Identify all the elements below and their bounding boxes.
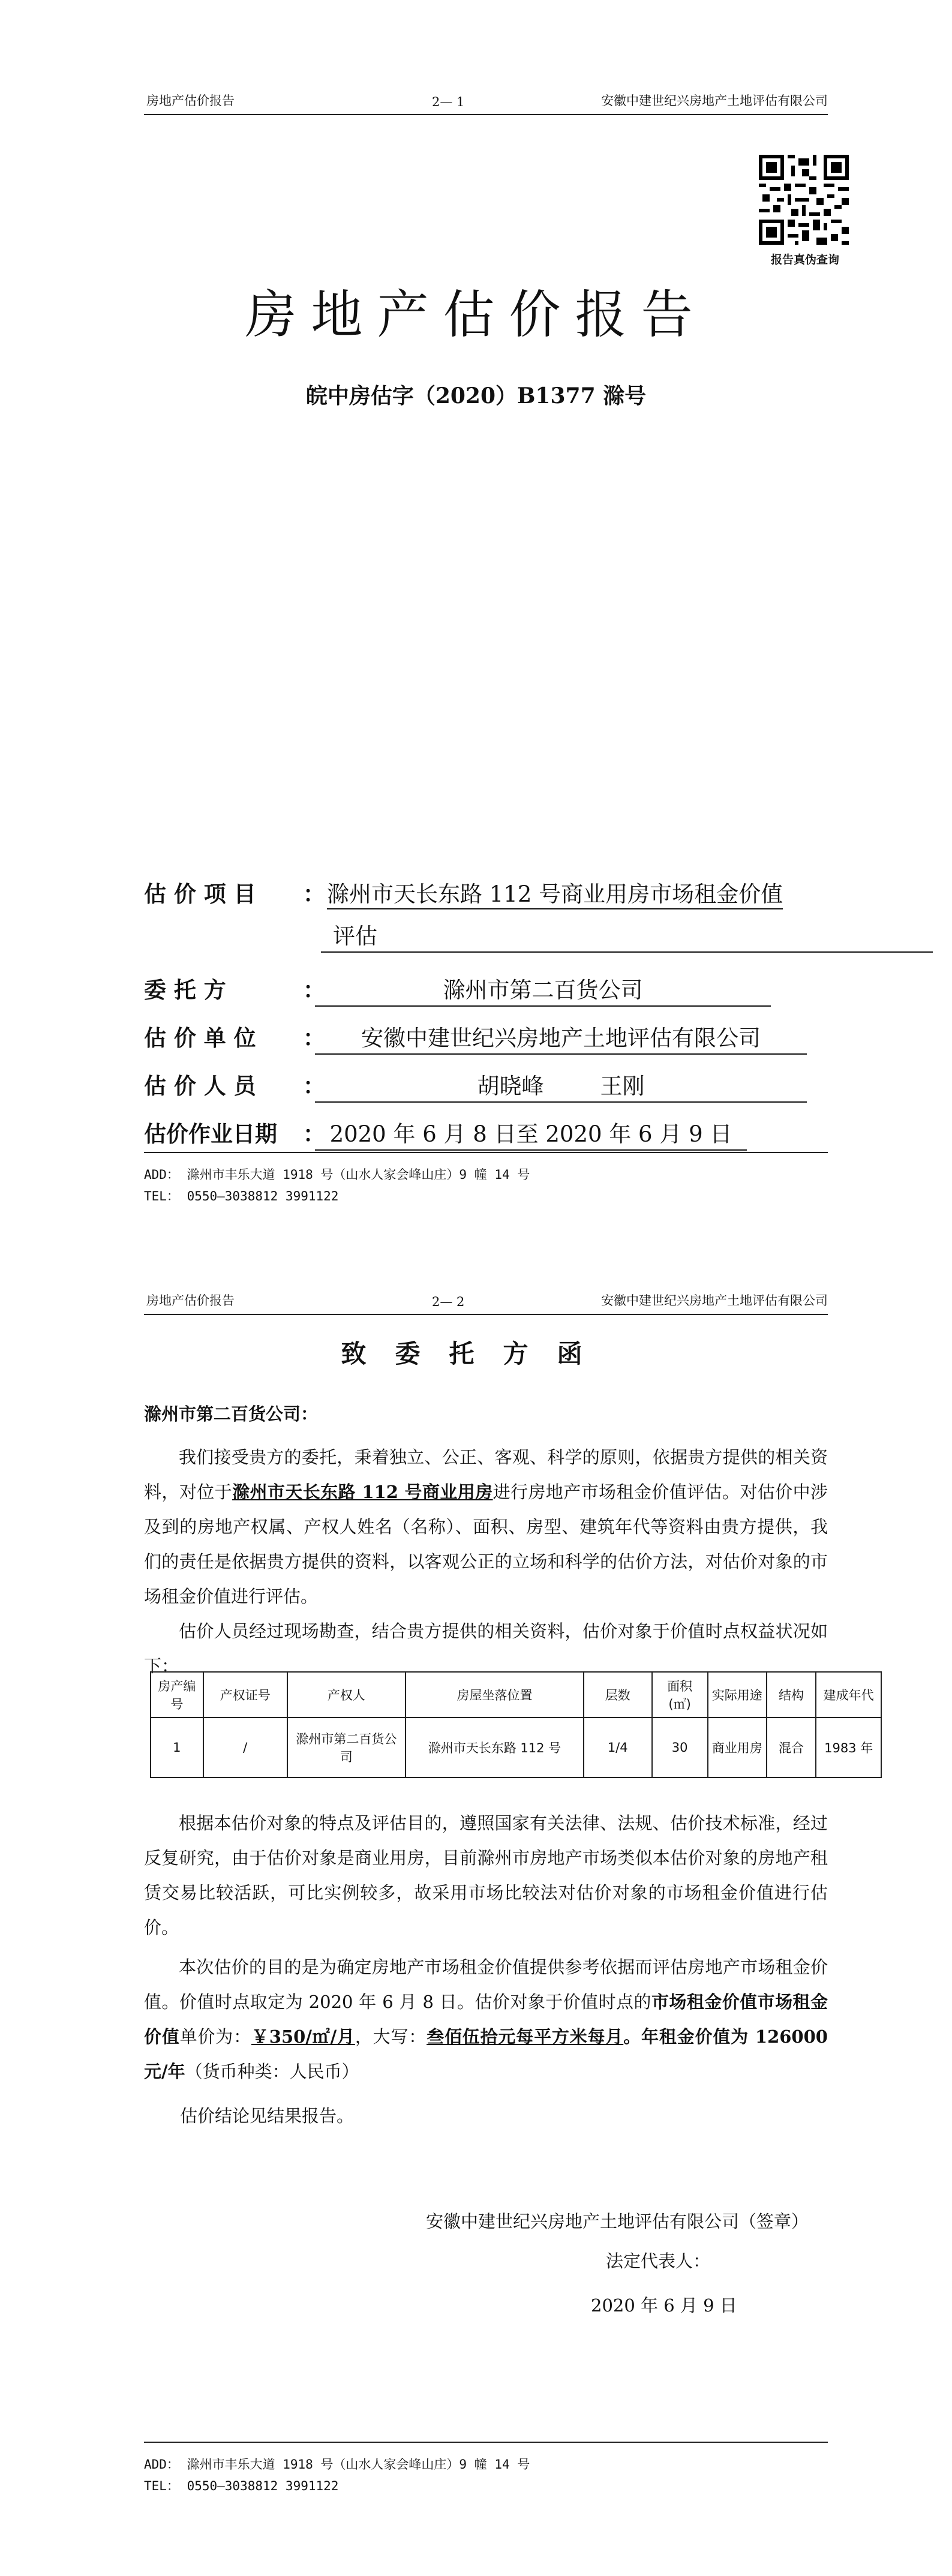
qr-code-icon[interactable]	[759, 155, 849, 245]
report-ref-number: 皖中房估字（2020）B1377 滁号	[305, 383, 647, 409]
th-cert: 产权证号	[203, 1672, 287, 1718]
value-client: 滁州市第二百货公司	[315, 972, 771, 1007]
label-firm: 估 价 单 位	[144, 1025, 256, 1051]
td-area: 30	[652, 1718, 708, 1778]
footer-rule	[144, 1152, 828, 1153]
info-row-project-cont	[144, 912, 864, 960]
label-colon: ：	[303, 1025, 325, 1051]
td-floors: 1/4	[584, 1718, 652, 1778]
p1-text-c: 进行房地产市场租金价值评估。对估价中涉及到的房地产权属、产权人姓名（名称）、面积、房型、建筑年代等资料由贵方提供，我们的责任是依据贵方提供的资料，以客观公正的立场和科学的估价方法，对估价对象的市场租金价值进行评估。	[144, 1482, 828, 1607]
page-header	[144, 90, 828, 115]
td-owner: 滁州市第二百货公司	[287, 1718, 406, 1778]
letter-paragraph-4	[144, 1950, 828, 2089]
sign-date: 2020 年 6 月 9 日	[591, 2295, 737, 2316]
th-floors: 层数	[584, 1672, 652, 1718]
label-colon: ：	[303, 977, 325, 1003]
header-left-text: 房地产估价报告	[146, 1293, 235, 1308]
label-colon: ：	[303, 1121, 325, 1147]
p4-text-c: 单价为：	[179, 2026, 251, 2047]
header-left-text: 房地产估价报告	[146, 94, 235, 108]
th-year: 建成年代	[816, 1672, 881, 1718]
p4-market-rent-label: 市场租金价值	[651, 1992, 758, 2012]
td-location: 滁州市天长东路 112 号	[406, 1718, 584, 1778]
table-row	[151, 1718, 881, 1778]
letter-paragraph-1	[144, 1440, 828, 1683]
qr-caption: 报告真伪查询	[770, 253, 839, 266]
footer-address: ADD： 滁州市丰乐大道 1918 号（山水人家会峰山庄）9 幢 14 号	[144, 1167, 530, 1182]
property-table	[150, 1671, 882, 1778]
label-dates: 估价作业日期	[144, 1121, 277, 1147]
letter-page	[0, 1290, 952, 2576]
p3-text: 根据本估价对象的特点及评估目的，遵照国家有关法律、法规、估价技术标准，经过反复研究，由于估价对象是商业用房，目前滁州市房地产市场类似本估价对象的房地产租赁交易比较活跃，可比实例较多，故采用市场比较法对估价对象的市场租金价值进行估价。	[144, 1813, 828, 1938]
info-row-project	[144, 864, 864, 912]
letter-paragraph-2: 估价人员经过现场勘查，结合贵方提供的相关资料，估价对象于价值时点权益状况如下：	[144, 1621, 828, 1676]
td-use: 商业用房	[708, 1718, 767, 1778]
page-footer	[144, 1152, 828, 1207]
label-colon: ：	[303, 1073, 325, 1099]
th-owner: 产权人	[287, 1672, 406, 1718]
value-appraisers: 胡晓峰 王刚	[315, 1068, 807, 1103]
info-row-firm	[144, 1008, 864, 1056]
td-year: 1983 年	[816, 1718, 881, 1778]
letter-paragraph-3	[144, 1806, 828, 1945]
header-page-number: 2— 1	[432, 95, 465, 109]
report-title: 房地产估价报告	[245, 285, 707, 345]
info-row-client	[144, 960, 864, 1008]
label-project: 估 价 项 目	[144, 881, 256, 907]
th-use: 实际用途	[708, 1672, 767, 1718]
p4-text-d: ，大写：	[355, 2026, 427, 2047]
footer-tel: TEL： 0550—3038812 3991122	[144, 2479, 339, 2493]
table-header-row	[151, 1672, 881, 1718]
p1-property: 滁州市天长东路 112 号商业用房	[232, 1482, 493, 1502]
letter-title: 致委托方函	[341, 1339, 611, 1368]
header-page-number: 2— 2	[432, 1295, 465, 1309]
header-company: 安徽中建世纪兴房地产土地评估有限公司	[601, 94, 828, 108]
value-project-line1: 滁州市天长东路 112 号商业用房市场租金价值	[327, 876, 783, 909]
th-structure: 结构	[767, 1672, 816, 1718]
p4-text-a: 本次估价的目的是为确定房地产市场租金价值提供参考依据而评估房地产市场租金价值。价值时点取定为 2020 年 6 月 8 日。估价对象于价值时点的	[144, 1957, 828, 2012]
value-project	[315, 876, 951, 911]
label-appraisers: 估 价 人 员	[144, 1073, 256, 1099]
td-id: 1	[151, 1718, 203, 1778]
p4-annual-rent: 。年租金价值为 126000 元/年	[144, 2026, 828, 2082]
p1-text-a: 我们接受贵方的委托，秉着独立、公正、客观、科学的原则，依据贵方提供的相关资料，对位于	[144, 1447, 828, 1502]
page-header	[144, 1290, 828, 1315]
letter-addressee: 滁州市第二百货公司：	[144, 1404, 319, 1424]
label-client: 委 托 方	[144, 977, 226, 1003]
th-area: 面积(㎡)	[652, 1672, 708, 1718]
th-id: 房产编号	[151, 1672, 203, 1718]
sign-company: 安徽中建世纪兴房地产土地评估有限公司（签章）	[426, 2211, 809, 2232]
td-structure: 混合	[767, 1718, 816, 1778]
footer-address: ADD： 滁州市丰乐大道 1918 号（山水人家会峰山庄）9 幢 14 号	[144, 2457, 530, 2472]
th-location: 房屋坐落位置	[406, 1672, 584, 1718]
footer-rule	[144, 2442, 828, 2443]
label-colon: ：	[303, 881, 325, 907]
sign-legal-rep: 法定代表人：	[606, 2251, 711, 2271]
info-row-dates	[144, 1104, 864, 1152]
header-company: 安徽中建世纪兴房地产土地评估有限公司	[601, 1293, 828, 1308]
p4-unit-price: ￥350/㎡/月	[251, 2026, 355, 2047]
info-row-appraisers	[144, 1056, 864, 1104]
td-cert: /	[203, 1718, 287, 1778]
value-project-line2: 评估	[321, 918, 933, 953]
p4-market-rent-label-2: 市场租金价值	[144, 1992, 828, 2047]
page-footer	[144, 2442, 828, 2497]
p4-price-in-words: 叁佰伍拾元每平方米每月	[427, 2026, 624, 2047]
p4-currency: （货币种类：人民币）	[185, 2061, 359, 2082]
value-dates: 2020 年 6 月 8 日至 2020 年 6 月 9 日	[315, 1116, 747, 1151]
letter-conclusion: 估价结论见结果报告。	[180, 2106, 355, 2126]
footer-tel: TEL： 0550—3038812 3991122	[144, 1189, 339, 1203]
value-firm: 安徽中建世纪兴房地产土地评估有限公司	[315, 1020, 807, 1055]
cover-info-block	[144, 864, 864, 1152]
